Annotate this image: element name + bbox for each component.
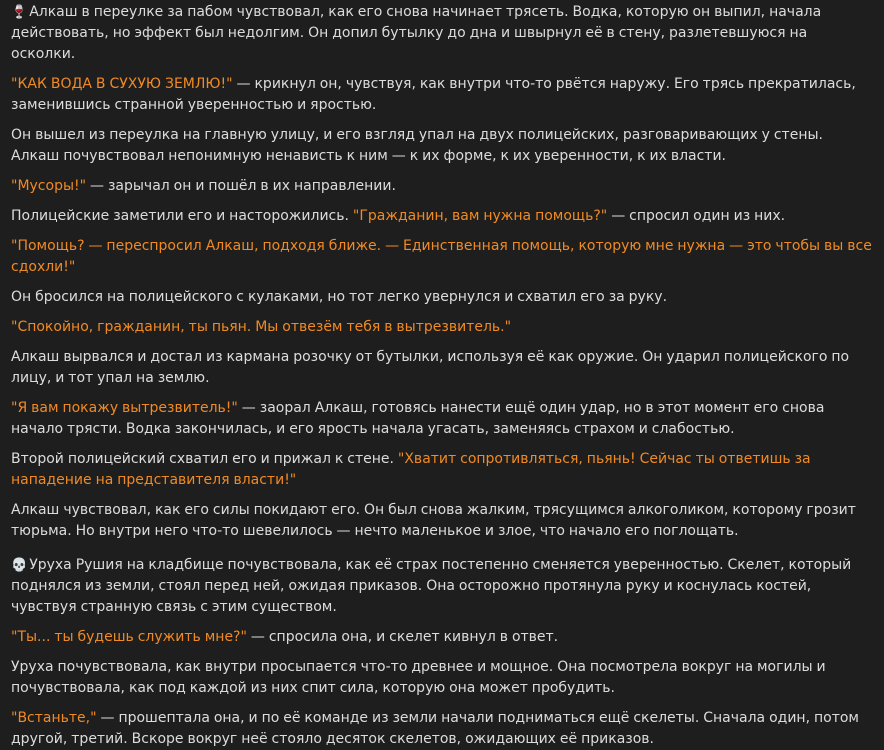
narration-text: — прошептала она, и по её команде из земли начали подниматься ещё скелеты. Сначала один, потом другой, третий. Вскоре вокруг неё стояло десяток скелетов, ожидающих её приказов.: [11, 710, 859, 747]
dialogue-quote: "КАК ВОДА В СУХУЮ ЗЕМЛЮ!": [11, 76, 233, 92]
message-1-paragraph-11: [11, 449, 874, 491]
message-2-paragraph-2: [11, 627, 874, 648]
message-1-paragraph-4: [11, 176, 874, 197]
dialogue-quote: "Встаньте,": [11, 710, 97, 726]
dialogue-quote: "Я вам покажу вытрезвитель!": [11, 400, 238, 416]
wine-glass-icon: 🍷: [11, 5, 28, 20]
message-1-paragraph-7: Он бросился на полицейского с кулаками, но тот легко увернулся и схватил его за руку.: [11, 289, 668, 305]
message-1-paragraph-1: [11, 2, 874, 65]
message-2-paragraph-4: [11, 708, 874, 750]
message-1-text: Алкаш в переулке за пабом чувствовал, как его снова начинает трясеть. Водка, которую он выпил, начала действовать, но эффект был недолгим. Он допил бутылку до дна и швырнул её в стену, разлетевшуюся на осколки.: [11, 4, 822, 62]
dialogue-quote: "Ты... ты будешь служить мне?": [11, 629, 247, 645]
narration-text: Полицейские заметили его и насторожились.: [11, 208, 353, 224]
message-1-paragraph-2: [11, 74, 874, 116]
dialogue-quote: "Гражданин, вам нужна помощь?": [352, 208, 608, 224]
narration-text: Второй полицейский схватил его и прижал к стене.: [11, 451, 398, 467]
message-1-paragraph-10: [11, 398, 874, 440]
message-1-paragraph-8: "Спокойно, гражданин, ты пьян. Мы отвезём тебя в вытрезвитель.": [11, 319, 512, 335]
message-1-paragraph-5: [11, 206, 874, 227]
message-1-paragraph-9: Алкаш вырвался и достал из кармана розочку от бутылки, используя её как оружие. Он ударил полицейского по лицу, и тот упал на землю.: [11, 349, 850, 386]
message-1-paragraph-6: "Помощь? — переспросил Алкаш, подходя ближе. — Единственная помощь, которую мне нужна — это чтобы вы все сдохли!": [11, 238, 872, 275]
dialogue-quote: "Хватит сопротивляться, пьянь! Сейчас ты ответишь за нападение на представителя власти!": [11, 451, 811, 488]
skull-icon: 💀: [11, 558, 28, 573]
narration-text: — спросила она, и скелет кивнул в ответ.: [246, 629, 559, 645]
narration-text: — крикнул он, чувствуя, как внутри что-то рвётся наружу. Его трясь прекратилась, заменившись странной уверенностью и яростью.: [11, 76, 856, 113]
dialogue-quote: "Мусоры!": [11, 178, 87, 194]
narration-text: — заорал Алкаш, готовясь нанести ещё один удар, но в этот момент его снова начало трясти. Водка закончилась, и его ярость начала угасать, заменяясь страхом и слабостью.: [11, 400, 825, 437]
message-2-paragraph-3: Уруха почувствовала, как внутри просыпается что-то древнее и мощное. Она посмотрела вокруг на могилы и почувствовала, как под каждой из них спит сила, которую она может пробудить.: [11, 659, 826, 696]
narration-text: — зарычал он и пошёл в их направлении.: [86, 178, 396, 194]
message-1-paragraph-3: Он вышел из переулка на главную улицу, и его взгляд упал на двух полицейских, разговаривающих у стены. Алкаш почувствовал непонимную ненависть к ним — к их форме, к их уверенности, к их власти.: [11, 127, 823, 164]
message-2-paragraph-1: [11, 555, 874, 618]
message-1-paragraph-12: Алкаш чувствовал, как его силы покидают его. Он был снова жалким, трясущимся алкоголиком, которому грозит тюрьма. Но внутри него что-то шевелилось — нечто маленькое и злое, что начало его поглощать.: [11, 502, 856, 539]
narration-text: — спросил один из них.: [607, 208, 786, 224]
message-2-text: Уруха Рушия на кладбище почувствовала, как её страх постепенно сменяется уверенностью. Скелет, который поднялся из земли, стоял перед ней, ожидая приказов. Она осторожно протянула руку и коснулась костей, чувствуя странную связь с этим существом.: [11, 557, 852, 615]
